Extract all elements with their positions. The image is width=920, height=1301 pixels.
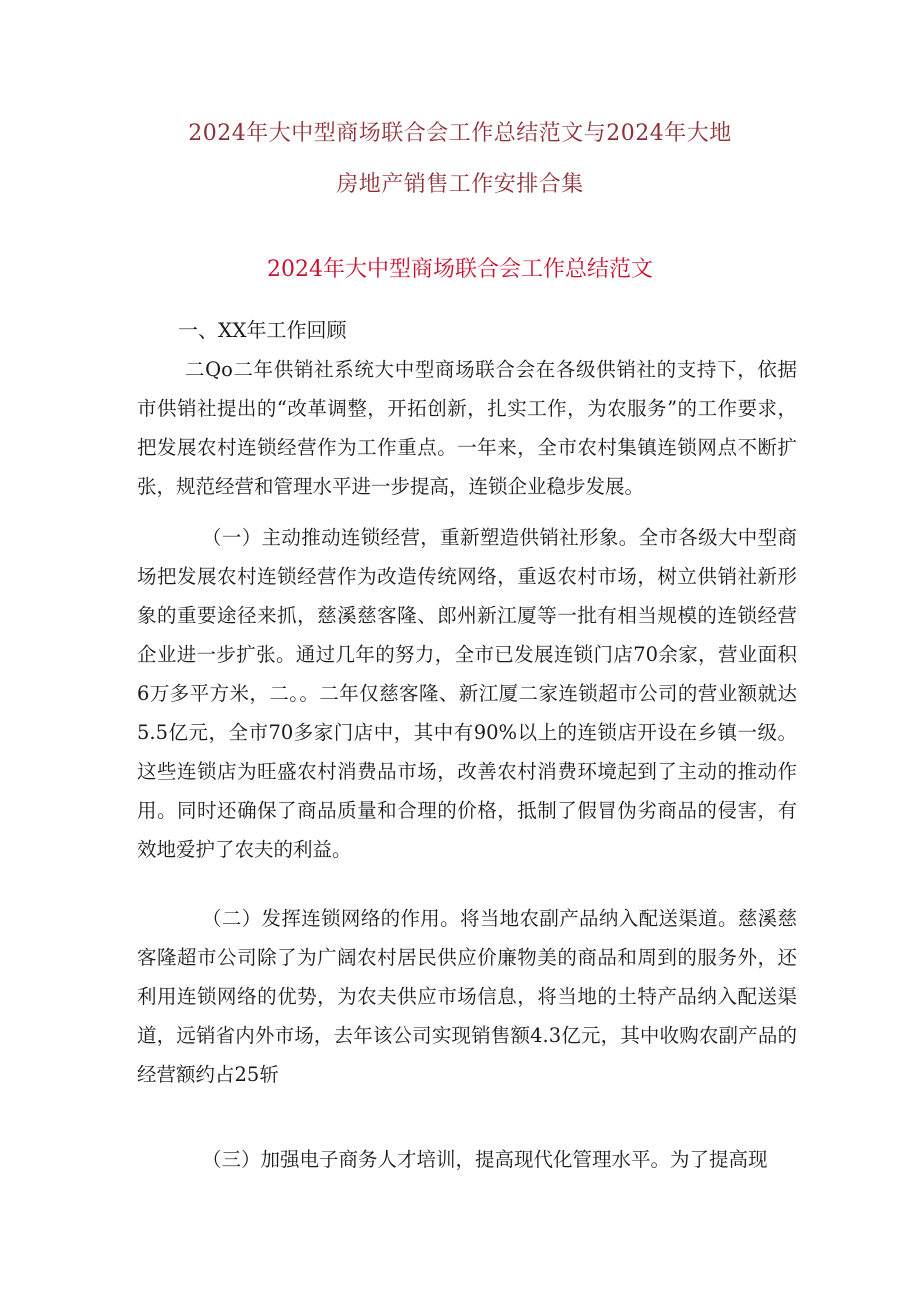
- paragraph-point-2: （二）发挥连锁网络的作用。将当地农副产品纳入配送渠道。慈溪慈客隆超市公司除了为广阔农村居民供应价廉物美的商品和周到的服务外，还利用连锁网络的优势，为农夫供应市场信息，将当地的土特产品纳入配送渠道，远销省内外市场，去年该公司实现销售额4.3亿元，其中收购农副产品的经营额约占25斩: [137, 907, 797, 1086]
- document-title-line-1: 2024年大中型商场联合会工作总结范文与2024年大地: [188, 121, 732, 146]
- document-title-line-2: 房地产销售工作安排合集: [336, 172, 584, 197]
- paragraph-point-1: （一）主动推动连锁经营，重新塑造供销社形象。全市各级大中型商场把发展农村连锁经营作为改造传统网络，重返农村市场，树立供销社新形象的重要途径来抓，慈溪慈客隆、郎州新江厦等一批有相当规模的连锁经营企业进一步扩张。通过几年的努力，全市已发展连锁门店70余家，营业面积6万多平方米，二。。二年仅慈客隆、新江厦二家连锁超市公司的营业额就达5.5亿元，全市70多家门店中，其中有90%以上的连锁店开设在乡镇一级。这些连锁店为旺盛农村消费品市场，改善农村消费环境起到了主动的推动作用。同时还确保了商品质量和合理的价格，抵制了假冒伪劣商品的侵害，有效地爱护了农夫的利益。: [137, 526, 797, 861]
- paragraph-point-3: （三）加强电子商务人才培训，提高现代化管理水平。为了提高现: [202, 1148, 768, 1171]
- paragraph-intro: 二Qo二年供销社系统大中型商场联合会在各级供销社的支持下，依据市供销社提出的“改革调整，开拓创新，扎实工作，为农服务”的工作要求，把发展农村连锁经营作为工作重点。一年来，全市农村集镇连锁网点不断扩张，规范经营和管理水平进一步提高，连锁企业稳步发展。: [137, 358, 797, 498]
- section-subtitle: 2024年大中型商场联合会工作总结范文: [267, 257, 653, 282]
- section-heading-review: 一、XX年工作回顾: [178, 318, 347, 342]
